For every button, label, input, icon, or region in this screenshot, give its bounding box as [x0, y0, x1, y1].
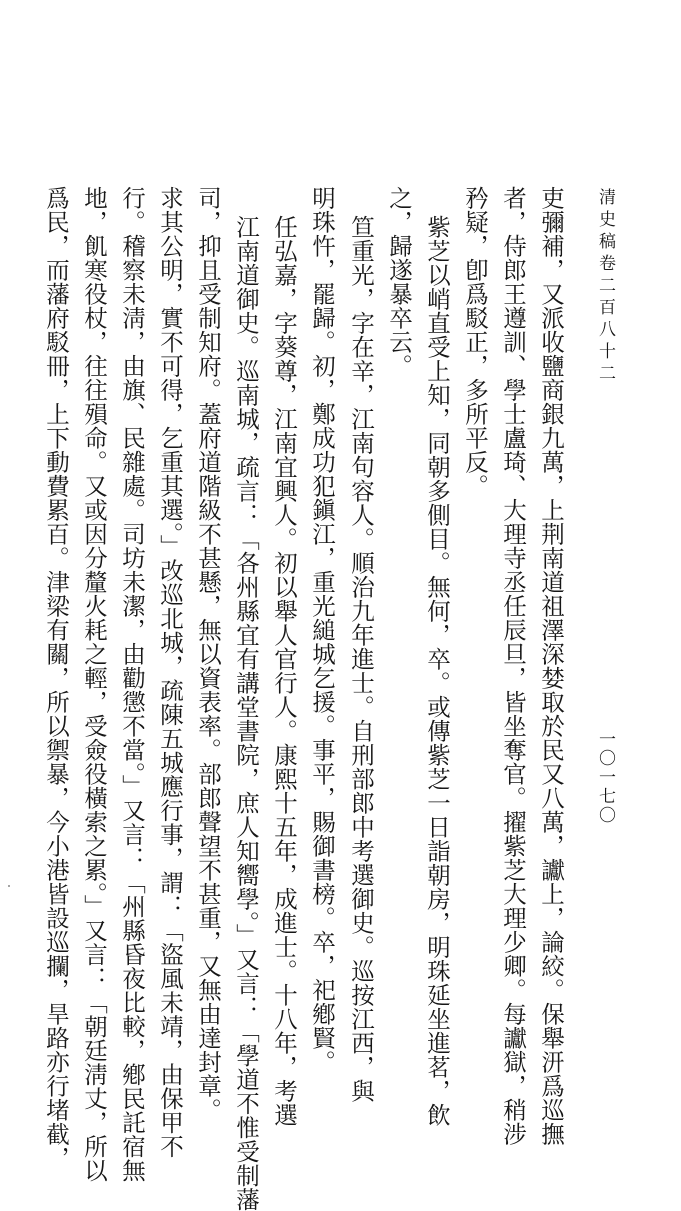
text-column: 江南道御史。巡南城，疏言：「各州縣宜有講堂書院，庶人知嚮學。」又言：「學道不惟受制藩: [232, 215, 260, 1211]
text-column: 司，抑且受制知府。蓋府道階級不甚懸，無以資表率。部郎聲望不甚重，又無由達封章。: [194, 186, 222, 1122]
text-column: 矜疑，卽爲駁正，多所平反。: [461, 186, 489, 498]
text-column: 地，飢寒役杖，往往殞命。又或因分釐火耗之輕，受僉役橫索之累。」又言：「朝廷淸丈，所以: [80, 186, 108, 1183]
running-header: 清史稿卷二百八十二: [595, 188, 615, 386]
text-column: 任弘嘉，字葵尊，江南宜興人。初以舉人官行人。康熙十五年，成進士。十八年，考選: [270, 215, 298, 1127]
text-column: 行。稽察未淸，由旗、民雜處。司坊未潔，由勸懲不當。」又言：「州縣昏夜比較，鄕民託宿無: [118, 186, 146, 1183]
text-column: 之，歸遂暴卒云。: [385, 186, 413, 378]
page-number: 一〇一七〇: [595, 730, 615, 825]
text-column: 爲民，而藩府駁冊，上下動費累百。津梁有關，所以禦暴，今小港皆設巡攔，旱路亦行堵截，: [42, 186, 70, 1170]
text-column: 者，侍郎王遵訓、學士盧琦、大理寺丞任辰旦，皆坐奪官。擢紫芝大理少卿。每讞獄，稍涉: [499, 186, 527, 1146]
text-column: 吏彌補，又派收鹽商銀九萬，上荆南道祖澤深婪取於民又八萬，讞上，論絞。保舉汧爲巡撫: [537, 186, 565, 1146]
text-column: 明珠忤，罷歸。初，鄭成功犯鎭江，重光縋城乞援。事平，賜御書榜。卒，祀鄕賢。: [308, 186, 336, 1074]
scan-speck: [8, 885, 10, 887]
text-column: 笪重光，字在辛，江南句容人。順治九年進士。自刑部郎中考選御史。巡按江西，與: [347, 215, 375, 1103]
text-column: 紫芝以峭直受上知，同朝多側目。無何，卒。或傳紫芝一日詣朝房，明珠延坐進茗，飲: [423, 215, 451, 1127]
text-column: 求其公明，實不可得，乞重其選。」改巡北城，疏陳五城應行事，謂：「盜風未靖，由保甲不: [156, 186, 184, 1159]
